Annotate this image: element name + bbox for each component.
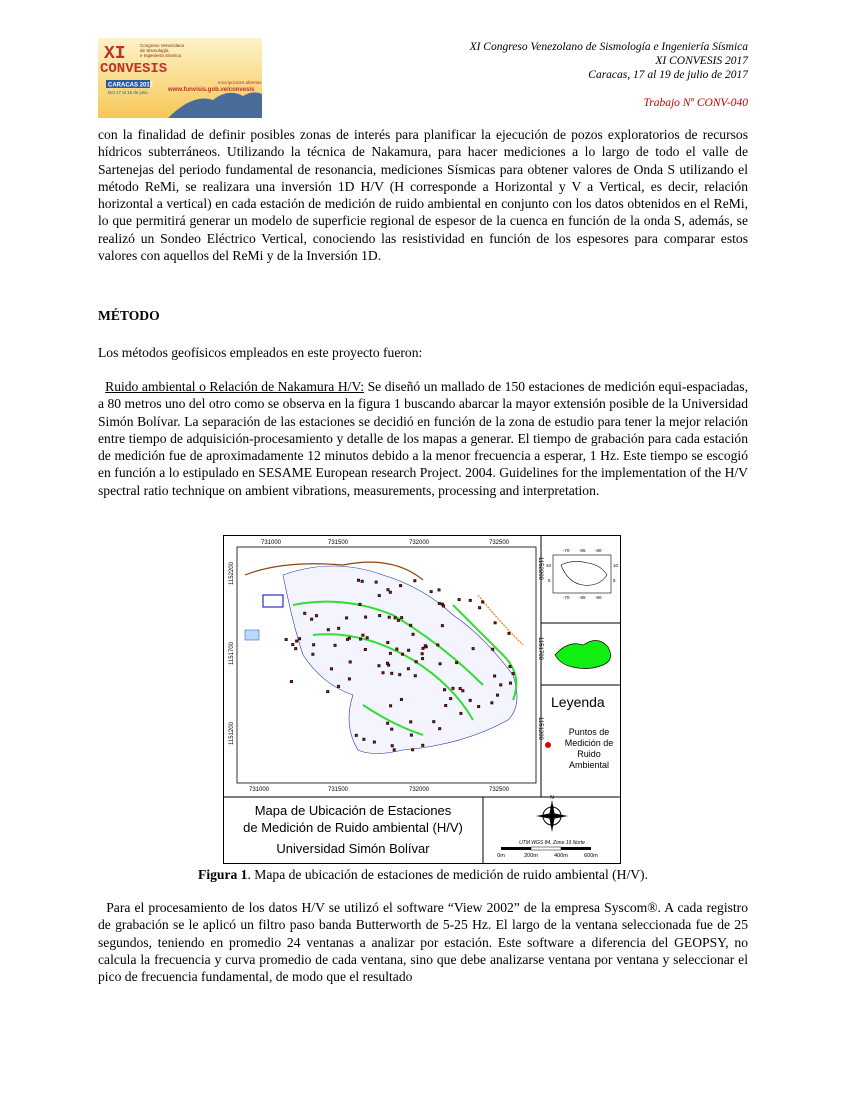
station-dot xyxy=(382,672,384,674)
station-dot xyxy=(388,616,390,618)
station-dot xyxy=(378,665,380,667)
station-dot xyxy=(346,617,348,619)
station-dot xyxy=(387,642,389,644)
station-dot xyxy=(438,589,440,591)
inset-x-top-1: -70 xyxy=(563,548,570,553)
convesis-logo xyxy=(98,38,262,118)
station-dot xyxy=(450,698,452,700)
station-dot xyxy=(401,699,403,701)
station-dot xyxy=(439,663,441,665)
station-dot xyxy=(349,678,351,680)
station-dot xyxy=(402,653,404,655)
station-dot xyxy=(411,734,413,736)
scale-label-0: 0m xyxy=(497,853,505,859)
station-dot xyxy=(509,666,511,668)
station-dot xyxy=(512,673,514,675)
station-dot xyxy=(478,706,480,708)
paragraph-intro: con la finalidad de definir posibles zonas de interés para planificar la ejecución de pozos exploratorios de recursos hídricos subterráneos. Utilizando la técnica de Nakamura, para hacer mediciones a lo largo de todo el valle de Sartenejas del periodo fundamental de resonancia, mediciones Sísmicas para obtener valores de Onda S utilizando el método ReMi, se realizara una inversión 1D H/V (H corresponde a Horizontal y V a Vertical, es decir, relación horizontal a vertical) en cada estación de medición de ruido ambiental en conjunto con los datos obtenidos en el ReMi, lo que permitirá generar un modelo de superficie regional de espesor de la cuenca en función de la onda S, además, se realizó un Sondeo Eléctrico Vertical, conociendo las resistividad en función de los espesores para comparar estos valores con aquellos del ReMi y de la Inversión 1D. xyxy=(98,127,748,264)
station-dot xyxy=(410,721,412,723)
caption-label: Figura 1 xyxy=(198,867,248,882)
station-dot xyxy=(421,653,423,655)
station-dot xyxy=(311,618,313,620)
header-congress: XI Congreso Venezolano de Sismología e Ingeniería Sísmica xyxy=(469,41,748,53)
x-tick-bottom-4: 732500 xyxy=(489,787,510,793)
y-tick-right-2: 1151700 xyxy=(537,637,543,660)
station-dot xyxy=(379,615,381,617)
station-dot xyxy=(327,629,329,631)
station-dot xyxy=(366,637,368,639)
y-tick-right-1: 1152200 xyxy=(537,557,543,580)
processing-text: Para el procesamiento de los datos H/V se utilizó el software “View 2002” de la empresa Syscom®. A cada registro de grabación se le aplicó un filtro paso banda Butterworth de 5-25 Hz. El largo de la ventana seleccionada fue de 25 segundos, teniendo en promedio 24 ventanas a analizar por estación. Este software a diferencia del GEOPSY, no calcula la frecuencia y curva promedio de cada ventana, sino que debe analizarse ventana por ventana y seleccionar el pico de frecuencia fundamental, de modo que el resultado xyxy=(98,900,749,985)
header-place-date: Caracas, 17 al 19 de julio de 2017 xyxy=(588,69,748,81)
station-dot xyxy=(494,675,496,677)
station-dot xyxy=(378,595,380,597)
station-dot xyxy=(387,662,389,664)
x-tick-bottom-2: 731500 xyxy=(328,787,349,793)
station-dot xyxy=(349,661,351,663)
station-dot xyxy=(469,700,471,702)
map-title-line-1: Mapa de Ubicación de Estaciones xyxy=(254,803,452,818)
logo-subtitle-2: de Sismología xyxy=(140,48,169,53)
header-paper-id: Trabajo Nº CONV-040 xyxy=(643,97,748,109)
station-dot xyxy=(401,617,403,619)
station-dot xyxy=(296,640,298,642)
station-dot xyxy=(292,644,294,646)
logo-registration: Inscripciones abiertas xyxy=(218,80,262,85)
station-dot xyxy=(408,649,410,651)
station-dot xyxy=(393,749,395,751)
station-dot xyxy=(349,637,351,639)
scale-label-3: 600m xyxy=(584,853,598,859)
logo-url: www.funvisis.gob.ve/convesis xyxy=(168,87,255,93)
station-dot xyxy=(387,722,389,724)
paragraph-nakamura xyxy=(98,378,748,499)
station-dot xyxy=(430,591,432,593)
station-dot xyxy=(459,688,461,690)
y-tick-left-3: 1151200 xyxy=(229,722,235,745)
scale-bar xyxy=(501,847,591,850)
x-tick-top-1: 731000 xyxy=(261,540,282,546)
station-dot xyxy=(361,581,363,583)
figure-map xyxy=(223,535,621,864)
nakamura-text: Se diseñó un mallado de 150 estaciones de medición equi-espaciadas, a 80 metros uno del otro como se observa en la figura 1 buscando abarcar la mayor extensión posible de la Universidad Simón Bolívar. La separación de las estaciones se decidió en función de la zona de estudio para tener la mejor relación entre tiempo de adquisición-procesamiento y detalle de los mapas a generar. El tiempo de grabación para cada estación de medición fue de aproximadamente 12 minutos debido a la menor frecuencia a esperar, 1 Hz. Este tiempo se escogió en función a lo estipulado en SESAME European research Project. 2004. Guidelines for the implementation of the H/V spectral ratio technique on ambient vibrations, measurements, processing and interpretation. xyxy=(98,379,748,498)
station-dot xyxy=(375,581,377,583)
inset-x-bottom-1: -70 xyxy=(563,595,570,600)
station-dot xyxy=(387,589,389,591)
station-dot xyxy=(327,691,329,693)
station-dot xyxy=(295,648,297,650)
station-dot xyxy=(363,738,365,740)
station-dot xyxy=(444,689,446,691)
y-tick-left-1: 1152200 xyxy=(229,562,235,585)
station-dot xyxy=(479,607,481,609)
station-dot xyxy=(396,648,398,650)
scale-label-1: 200m xyxy=(524,853,538,859)
station-dot xyxy=(410,625,412,627)
inset-y-left-2: 5 xyxy=(548,578,551,583)
station-dot xyxy=(452,688,454,690)
station-dot xyxy=(422,648,424,650)
station-dot xyxy=(460,713,462,715)
station-dot xyxy=(414,580,416,582)
station-dot xyxy=(400,585,402,587)
x-tick-bottom-3: 732000 xyxy=(409,787,430,793)
station-dot xyxy=(422,745,424,747)
station-dot xyxy=(445,705,447,707)
inset-x-top-3: -60 xyxy=(595,548,602,553)
station-dot xyxy=(394,617,396,619)
inset-x-top-2: -65 xyxy=(579,548,586,553)
y-tick-right-3: 1151200 xyxy=(537,717,543,740)
y-tick-left-2: 1151700 xyxy=(229,642,235,665)
figure-caption xyxy=(98,867,748,883)
station-dot xyxy=(469,600,471,602)
section-heading: MÉTODO xyxy=(98,308,160,323)
station-dot xyxy=(497,694,499,696)
paragraph-methods: Los métodos geofísicos empleados en este proyecto fueron: xyxy=(98,345,423,360)
station-dot xyxy=(391,728,393,730)
legend-marker xyxy=(545,742,551,748)
inset-y-right-1: 10 xyxy=(613,563,619,568)
logo-numeral: XI xyxy=(104,44,126,64)
legend-line-3: Ruido xyxy=(577,749,601,759)
north-label: N xyxy=(550,795,554,801)
legend-line-1: Puntos de xyxy=(568,727,610,737)
header-edition: XI CONVESIS 2017 xyxy=(655,55,748,67)
station-dot xyxy=(443,605,445,607)
station-dot xyxy=(398,620,400,622)
station-dot xyxy=(390,705,392,707)
station-dot xyxy=(494,622,496,624)
station-dot xyxy=(415,661,417,663)
x-tick-bottom-1: 731000 xyxy=(249,787,270,793)
station-dot xyxy=(439,603,441,605)
station-dot xyxy=(482,601,484,603)
station-dot xyxy=(334,645,336,647)
station-dot xyxy=(412,749,414,751)
station-dot xyxy=(291,681,293,683)
map-title-line-3: Universidad Simón Bolívar xyxy=(276,841,430,856)
station-dot xyxy=(365,616,367,618)
station-dot xyxy=(399,674,401,676)
station-dot xyxy=(456,662,458,664)
station-dot xyxy=(338,628,340,630)
station-dot xyxy=(391,673,393,675)
station-dot xyxy=(374,741,376,743)
station-dot xyxy=(439,728,441,730)
station-dot xyxy=(299,638,301,640)
station-dot xyxy=(331,668,333,670)
station-dot xyxy=(390,653,392,655)
station-dot xyxy=(500,684,502,686)
station-dot xyxy=(472,648,474,650)
legend-line-2: Medición de xyxy=(564,738,614,748)
station-dot xyxy=(492,648,494,650)
station-dot xyxy=(408,668,410,670)
legend-title: Leyenda xyxy=(551,694,605,710)
x-tick-top-4: 732500 xyxy=(489,540,510,546)
projection-label: UTM WGS 84, Zone 19 Norte xyxy=(519,840,585,846)
paragraph-processing xyxy=(98,899,748,985)
station-dot xyxy=(338,686,340,688)
station-dot xyxy=(442,625,444,627)
map-title-line-2: de Medición de Ruido ambiental (H/V) xyxy=(243,820,463,835)
scale-label-2: 400m xyxy=(554,853,568,859)
station-dot xyxy=(359,604,361,606)
station-dot xyxy=(358,579,360,581)
station-dot xyxy=(414,675,416,677)
inset-x-bottom-3: -60 xyxy=(595,595,602,600)
station-dot xyxy=(437,644,439,646)
station-dot xyxy=(391,745,393,747)
station-dot xyxy=(362,634,364,636)
inset-y-right-2: 5 xyxy=(613,578,616,583)
x-tick-top-3: 732000 xyxy=(409,540,430,546)
station-dot xyxy=(422,658,424,660)
station-dot xyxy=(458,599,460,601)
station-dot xyxy=(425,645,427,647)
station-dot xyxy=(491,702,493,704)
station-dot xyxy=(316,615,318,617)
inset-y-left-1: 10 xyxy=(546,563,552,568)
caption-text: . Mapa de ubicación de estaciones de medición de ruido ambiental (H/V). xyxy=(247,867,648,882)
nakamura-label: Ruido ambiental o Relación de Nakamura H/V: xyxy=(105,379,365,394)
logo-dates: Del 17 al 19 de julio xyxy=(108,90,148,95)
station-dot xyxy=(508,633,510,635)
legend-line-4: Ambiental xyxy=(568,760,610,770)
station-dot xyxy=(412,634,414,636)
station-dot xyxy=(313,644,315,646)
station-dot xyxy=(462,690,464,692)
station-dot xyxy=(285,639,287,641)
station-dot xyxy=(510,682,512,684)
logo-subtitle-3: e Ingeniería Sísmica xyxy=(140,53,182,58)
x-tick-top-2: 731500 xyxy=(328,540,349,546)
inset-x-bottom-2: -65 xyxy=(579,595,586,600)
station-dot xyxy=(365,649,367,651)
station-dot xyxy=(355,735,357,737)
station-dot xyxy=(390,591,392,593)
station-dot xyxy=(304,613,306,615)
logo-location: CARACAS 2017 xyxy=(108,82,154,89)
logo-name: CONVESIS xyxy=(100,61,168,77)
station-dot xyxy=(433,721,435,723)
station-dot xyxy=(360,638,362,640)
station-dot xyxy=(312,653,314,655)
logo-subtitle-1: Congreso Venezolano xyxy=(140,43,185,48)
